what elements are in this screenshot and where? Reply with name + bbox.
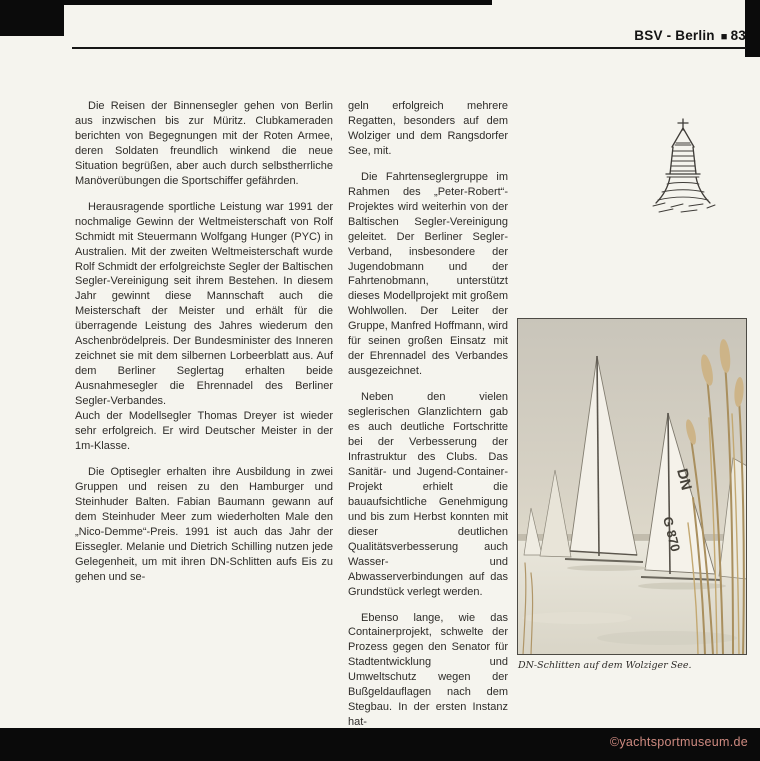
paragraph: Die Reisen der Binnensegler gehen von Berlin aus inzwischen bis zur Müritz. Clubkameraden berichten von Begegnungen mit der Roten Armee, deren Soldaten freundlich winkend die neue Situation begrüßen, aber auch durch selbstherrliche Manöverübungen die Sportschiffer gefährden. — [75, 100, 333, 187]
photo-dn-sleds — [517, 318, 747, 655]
paragraph: Die Optisegler erhalten ihre Ausbildung in zwei Gruppen und reisen zu den Hamburger und Steinhuder Balten. Fabian Baumann gewann auf dem Steinhuder Meer zum wiederholten Male den „Nico-Demme“-Preis. 1991 ist auch das Jahr der Eissegler. Melanie und Dietrich Schilling nutzen jede Gelegenheit, um mit ihren DN-Schlitten aufs Eis zu gehen und se- — [75, 465, 333, 583]
page-number: 83 — [730, 28, 746, 43]
paragraph: Neben den vielen seglerischen Glanzlichtern gab es auch deutliche Fortschritte bei der Verbesserung der Infrastruktur des Clubs. Das Sanitär- und Jugend-Container-Projekt erhielt die bauaufsichtliche Genehmigung und bis zum Herbst konnten mit dieser deutlichen Qualitätsverbesserung auch Wasser- und Abwasserverbindungen auf das Grundstück verlegt werden. — [348, 391, 508, 598]
paragraph: Herausragende sportliche Leistung war 1991 der nochmalige Gewinn der Weltmeisterschaft von Rolf Schmidt mit Steuermann Wolfgang Hunger (PYC) in Australien. Mit der zweiten Weltmeisterschaft wurde Rolf Schmidt der erfolgreichste Segler der Baltischen Segler-Vereinigung seit ihrem Bestehen. In diesem Jahr gewinnt diese Mannschaft auch die Meisterschaft der Meister und erhält für die überragende Leistung des Jahres wiederum den Aschenbrödelpreis. Der Bundesminister des Inneren zeichnet sie mit dem silbernen Lorbeerblatt aus. Auf dem Berliner Seglertag erhalten beide Ausnahmesegler die Ehrennadel des Berliner Segler-Verbandes. — [75, 200, 334, 408]
paragraph: geln erfolgreich mehrere Regatten, besonders auf dem Wolziger und dem Rangsdorfer See, mit. — [348, 100, 508, 157]
footer-band — [0, 728, 760, 761]
sail-marking-class: DN — [673, 466, 695, 492]
photo-caption: DN-Schlitten auf dem Wolziger See. — [518, 660, 692, 671]
scan-edge-top-left — [0, 0, 64, 36]
copyright-watermark: ©yachtsportmuseum.de — [609, 735, 748, 749]
scan-edge-top — [0, 0, 492, 5]
sail-marking-number: G 870 — [660, 515, 684, 554]
square-marker-icon: ■ — [720, 31, 728, 43]
page-header — [72, 28, 746, 49]
paragraph: Die Fahrtenseglergruppe im Rahmen des „Peter-Robert“-Projektes wird weiterhin von der Baltischen Segler-Vereinigung geleitet. Der Berliner Segler-Verband, insbesondere der Jugendobmann und der Fahrtenobmann, unterstützt dieses Modellprojekt mit großem Wohlwollen. Der Leiter der Gruppe, Manfred Hoffmann, wird für seinen großen Einsatz mit der Ehrennadel des Verbandes ausgezeichnet. — [348, 170, 508, 378]
text-column-middle — [348, 99, 508, 741]
church-sketch-icon — [645, 116, 721, 220]
header-title: BSV - Berlin — [634, 28, 715, 43]
paragraph: Auch der Modellsegler Thomas Dreyer ist wieder sehr erfolgreich. Er wird Deutscher Meister in der 1m-Klasse. — [75, 410, 333, 452]
text-column-left — [75, 99, 333, 596]
scan-edge-top-right — [745, 0, 760, 57]
paragraph: Ebenso lange, wie das Containerprojekt, schwelte der Prozess gegen den Senator für Stadtentwicklung und Umweltschutz wegen der Bußgeldauflagen nach dem Stegbau. In der ersten Instanz hat- — [348, 611, 508, 729]
